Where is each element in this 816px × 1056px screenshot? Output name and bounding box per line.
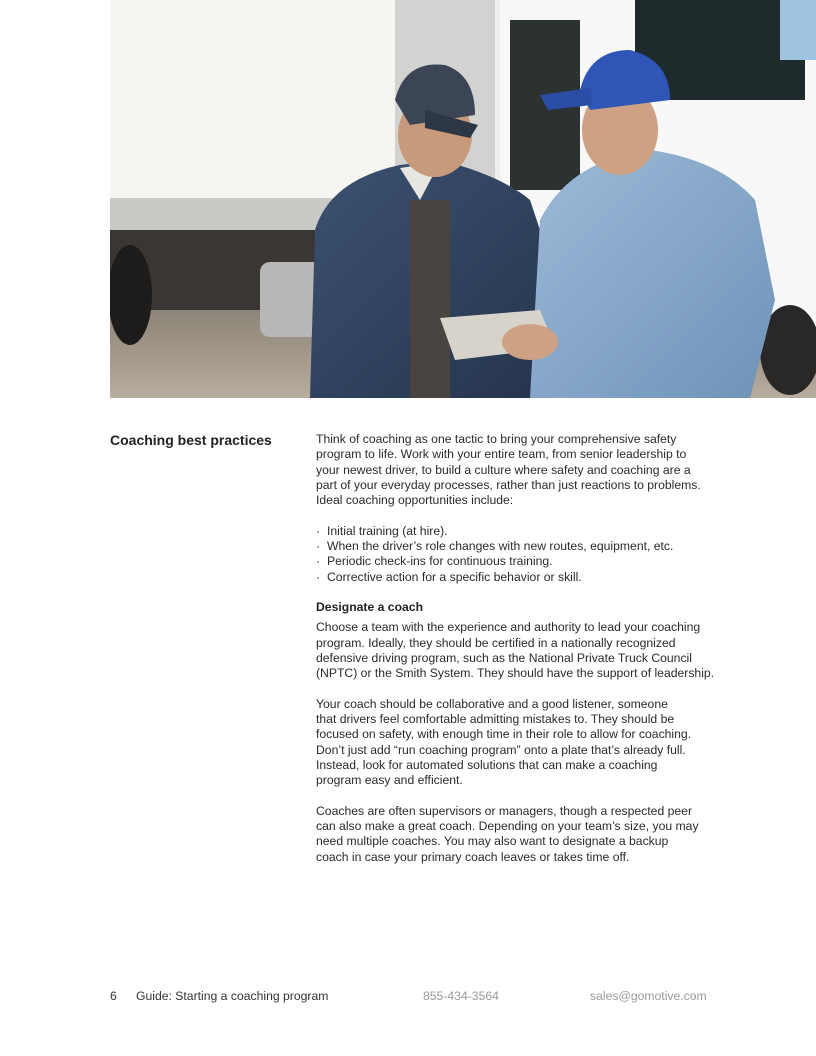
intro-paragraph xyxy=(316,432,716,508)
bullet-icon: · xyxy=(316,554,321,569)
text-line: Coaches are often supervisors or managers, though a respected peer xyxy=(316,803,692,818)
paragraph xyxy=(316,697,716,789)
text-line: (NPTC) or the Smith System. They should have the support of leadership. xyxy=(316,666,715,681)
text-line: Choose a team with the experience and authority to lead your coaching xyxy=(316,620,701,635)
bullet-icon: · xyxy=(316,539,321,554)
phone-number: 855-434-3564 xyxy=(423,989,499,1003)
list-item xyxy=(316,554,716,569)
guide-title: Guide: Starting a coaching program xyxy=(136,989,329,1003)
text-line: defensive driving program, such as the National Private Truck Council xyxy=(316,650,692,665)
list-item xyxy=(316,570,716,585)
bullet-icon: · xyxy=(316,523,321,538)
list-item-text: Corrective action for a specific behavior or skill. xyxy=(327,569,582,584)
hero-photo-truck-drivers xyxy=(110,0,816,398)
text-line: program. Ideally, they should be certified in a nationally recognized xyxy=(316,635,676,650)
paragraph xyxy=(316,804,716,865)
text-line: part of your everyday processes, rather than just reactions to problems. xyxy=(316,477,701,492)
text-line: can also make a great coach. Depending on your team’s size, you may xyxy=(316,819,699,834)
text-line: coach in case your primary coach leaves or takes time off. xyxy=(316,849,630,864)
subheading: Designate a coach xyxy=(316,599,424,614)
text-line: Your coach should be collaborative and a good listener, someone xyxy=(316,696,668,711)
list-item-text: Initial training (at hire). xyxy=(327,523,448,538)
list-item xyxy=(316,524,716,539)
text-line: Instead, look for automated solutions that can make a coaching xyxy=(316,757,658,772)
bullet-icon: · xyxy=(316,569,321,584)
paragraph xyxy=(316,620,716,681)
text-line: that drivers feel comfortable admitting mistakes to. They should be xyxy=(316,712,675,727)
text-line: your newest driver, to build a culture where safety and coaching are a xyxy=(316,462,691,477)
list-item-text: When the driver’s role changes with new routes, equipment, etc. xyxy=(327,539,674,554)
text-line: Don’t just add “run coaching program” onto a plate that’s already full. xyxy=(316,742,686,757)
text-line: program easy and efficient. xyxy=(316,773,463,788)
list-item xyxy=(316,539,716,554)
text-line: Think of coaching as one tactic to bring your comprehensive safety xyxy=(316,432,677,446)
opportunities-list xyxy=(316,524,716,585)
text-line: Ideal coaching opportunities include: xyxy=(316,493,514,508)
text-line: need multiple coaches. You may also want to designate a backup xyxy=(316,834,669,849)
body-column xyxy=(316,432,716,880)
page-number: 6 xyxy=(110,989,117,1003)
section-heading: Coaching best practices xyxy=(110,432,272,448)
text-line: program to life. Work with your entire team, from senior leadership to xyxy=(316,447,687,462)
list-item-text: Periodic check-ins for continuous training. xyxy=(327,554,553,569)
text-line: focused on safety, with enough time in their role to allow for coaching. xyxy=(316,727,692,742)
email-link[interactable]: sales@gomotive.com xyxy=(590,989,707,1003)
